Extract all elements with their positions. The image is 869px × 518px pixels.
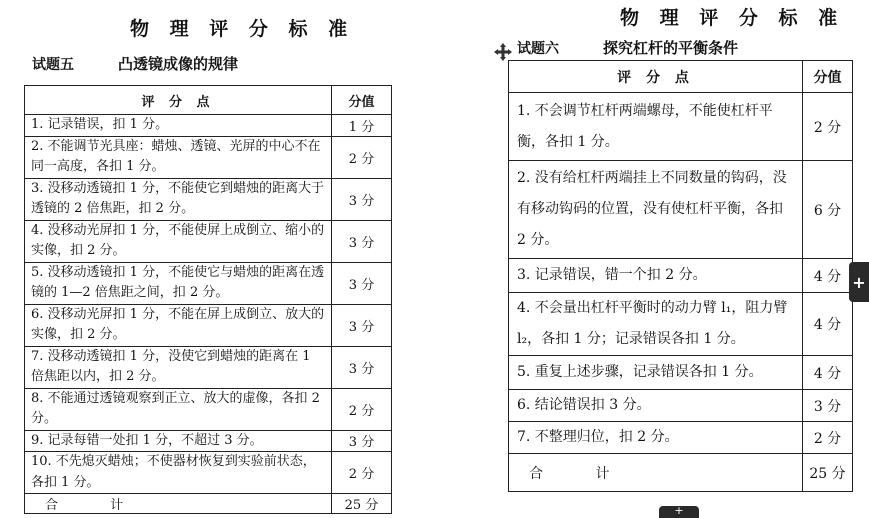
right-rubric-score: 4 分 xyxy=(803,356,853,390)
left-rubric-row xyxy=(25,304,392,346)
right-rubric-row xyxy=(509,356,853,390)
left-rubric-point-text: 2. 不能调节光具座：蜡烛、透镜、光屏的中心不在同一高度，各扣 1 分。 xyxy=(25,136,332,178)
right-rubric-row xyxy=(509,161,853,259)
move-arrows-icon xyxy=(494,43,512,61)
left-rubric-score: 2 分 xyxy=(332,388,392,430)
side-expand-tab[interactable]: + xyxy=(849,262,869,302)
right-rubric-score: 4 分 xyxy=(803,259,853,293)
left-rubric-row xyxy=(25,262,392,304)
left-rubric-row xyxy=(25,452,392,494)
left-page-title: 物 理 评 分 标 准 xyxy=(130,18,355,40)
left-rubric-score: 3 分 xyxy=(332,304,392,346)
right-rubric-score: 2 分 xyxy=(803,93,853,161)
right-rubric-point-text: 3. 记录错误，错一个扣 2 分。 xyxy=(509,259,803,293)
right-rubric-point-text: 1. 不会调节杠杆两端螺母，不能使杠杆平衡，各扣 1 分。 xyxy=(509,93,803,161)
left-question-title: 凸透镜成像的规律 xyxy=(118,55,239,73)
right-header-score: 分值 xyxy=(803,61,853,93)
left-question-number: 试题五 xyxy=(32,57,74,73)
left-total-row xyxy=(25,494,392,514)
right-rubric-score: 4 分 xyxy=(803,293,853,356)
right-question-number: 试题六 xyxy=(517,41,559,57)
right-question-heading xyxy=(517,37,738,58)
left-rubric-point-text: 8. 不能通过透镜观察到正立、放大的虚像，各扣 2 分。 xyxy=(25,388,332,430)
left-rubric-score: 1 分 xyxy=(332,115,392,137)
left-rubric-score: 2 分 xyxy=(332,136,392,178)
left-rubric-point-text: 6. 没移动光屏扣 1 分，不能在屏上成倒立、放大的实像，扣 2 分。 xyxy=(25,304,332,346)
left-rubric-score: 3 分 xyxy=(332,346,392,388)
right-rubric-score: 6 分 xyxy=(803,161,853,259)
right-total-row xyxy=(509,454,853,492)
left-rubric-row xyxy=(25,115,392,137)
left-rubric-point-text: 9. 记录每错一处扣 1 分，不超过 3 分。 xyxy=(25,430,332,452)
left-rubric-row xyxy=(25,178,392,220)
right-question-title: 探究杠杆的平衡条件 xyxy=(603,39,739,57)
left-rubric-table xyxy=(24,85,392,514)
left-total-label: 合 计 xyxy=(25,494,332,514)
right-rubric-point-text: 2. 没有给杠杆两端挂上不同数量的钩码，没有移动钩码的位置，没有使杠杆平衡，各扣 2 分。 xyxy=(509,161,803,259)
right-rubric-row xyxy=(509,293,853,356)
left-rubric-point-text: 1. 记录错误，扣 1 分。 xyxy=(25,115,332,137)
right-rubric-point-text: 4. 不会量出杠杆平衡时的动力臂 l₁，阻力臂 l₂，各扣 1 分；记录错误各扣 1 分。 xyxy=(509,293,803,356)
right-rubric-score: 3 分 xyxy=(803,390,853,422)
right-rubric-table xyxy=(508,60,853,492)
right-rubric-score: 2 分 xyxy=(803,422,853,454)
left-rubric-score: 3 分 xyxy=(332,430,392,452)
left-rubric-score: 3 分 xyxy=(332,178,392,220)
left-rubric-row xyxy=(25,220,392,262)
left-rubric-point-text: 7. 没移动透镜扣 1 分，没使它到蜡烛的距离在 1 倍焦距以内，扣 2 分。 xyxy=(25,346,332,388)
left-rubric-score: 3 分 xyxy=(332,262,392,304)
right-rubric-row xyxy=(509,422,853,454)
right-rubric-point-text: 7. 不整理归位，扣 2 分。 xyxy=(509,422,803,454)
left-header-point: 评 分 点 xyxy=(25,86,332,115)
right-rubric-point-text: 6. 结论错误扣 3 分。 xyxy=(509,390,803,422)
left-header-score: 分值 xyxy=(332,86,392,115)
right-rubric-row xyxy=(509,93,853,161)
left-rubric-row xyxy=(25,136,392,178)
right-rubric-row xyxy=(509,259,853,293)
left-rubric-point-text: 3. 没移动透镜扣 1 分，不能使它到蜡烛的距离大于透镜的 2 倍焦距，扣 2 分。 xyxy=(25,178,332,220)
left-rubric-row xyxy=(25,430,392,452)
left-rubric-row xyxy=(25,346,392,388)
bottom-expand-tab[interactable]: + xyxy=(659,506,699,518)
left-question-heading xyxy=(32,53,238,74)
left-rubric-row xyxy=(25,388,392,430)
left-rubric-point-text: 4. 没移动光屏扣 1 分，不能使屏上成倒立、缩小的实像，扣 2 分。 xyxy=(25,220,332,262)
right-header-point: 评 分 点 xyxy=(509,61,803,93)
right-rubric-point-text: 5. 重复上述步骤，记录错误各扣 1 分。 xyxy=(509,356,803,390)
left-rubric-point-text: 5. 没移动透镜扣 1 分，不能使它与蜡烛的距离在透镜的 1—2 倍焦距之间，扣 2 分。 xyxy=(25,262,332,304)
right-page-title: 物 理 评 分 标 准 xyxy=(620,7,845,29)
right-rubric-row xyxy=(509,390,853,422)
left-rubric-point-text: 10. 不先熄灭蜡烛；不使器材恢复到实验前状态，各扣 1 分。 xyxy=(25,452,332,494)
left-rubric-score: 3 分 xyxy=(332,220,392,262)
left-rubric-score: 2 分 xyxy=(332,452,392,494)
left-total-score: 25 分 xyxy=(332,494,392,514)
right-total-label: 合 计 xyxy=(509,454,803,492)
right-total-score: 25 分 xyxy=(803,454,853,492)
